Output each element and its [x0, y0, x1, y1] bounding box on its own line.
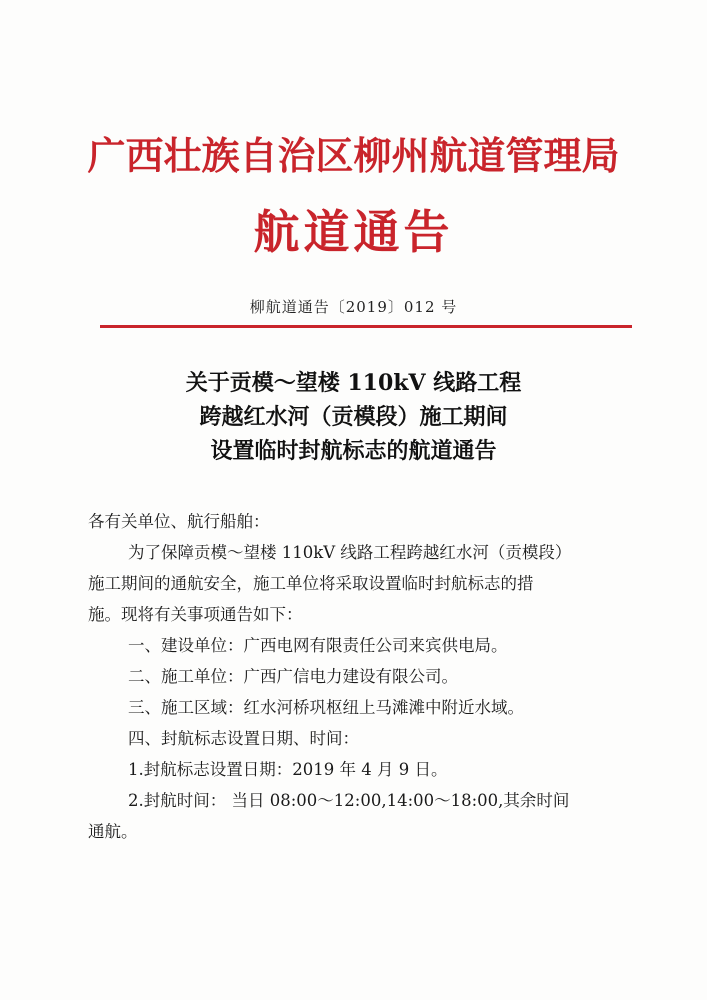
item-closure-time-line-1: 2.封航时间： 当日 08:00～12:00,14:00～18:00,其余时间: [128, 791, 570, 810]
intro-line-3: 施。现将有关事项通告如下：: [88, 605, 303, 624]
item-closure-date: 1.封航标志设置日期：2019 年 4 月 9 日。: [128, 760, 448, 779]
notice-title-line-1: 关于贡模～望楼 110kV 线路工程: [185, 370, 522, 396]
item-closure-schedule: 四、封航标志设置日期、时间：: [128, 729, 359, 748]
notice-title: [0, 366, 707, 468]
item-construction-owner: 一、建设单位：广西电网有限责任公司来宾供电局。: [128, 636, 508, 655]
item-work-area: 三、施工区域：红水河桥巩枢纽上马滩滩中附近水域。: [128, 698, 524, 717]
item-contractor: 二、施工单位：广西广信电力建设有限公司。: [128, 667, 458, 686]
notice-body: [88, 506, 628, 847]
issuer-name: 广西壮族自治区柳州航道管理局: [87, 133, 620, 178]
document-number: 柳航道通告〔2019〕012 号: [249, 298, 458, 316]
intro-line-2: 施工期间的通航安全，施工单位将采取设置临时封航标志的措: [88, 574, 534, 593]
document-type-heading: 航道通告: [253, 205, 454, 259]
red-divider-line: [100, 325, 632, 328]
salutation: 各有关单位、航行船舶：: [88, 512, 270, 531]
notice-title-line-2: 跨越红水河（贡模段）施工期间: [199, 404, 508, 430]
intro-line-1: 为了保障贡模～望楼 110kV 线路工程跨越红水河（贡模段）: [128, 543, 572, 562]
notice-title-line-3: 设置临时封航标志的航道通告: [210, 438, 497, 464]
item-closure-time-line-2: 通航。: [88, 822, 138, 841]
